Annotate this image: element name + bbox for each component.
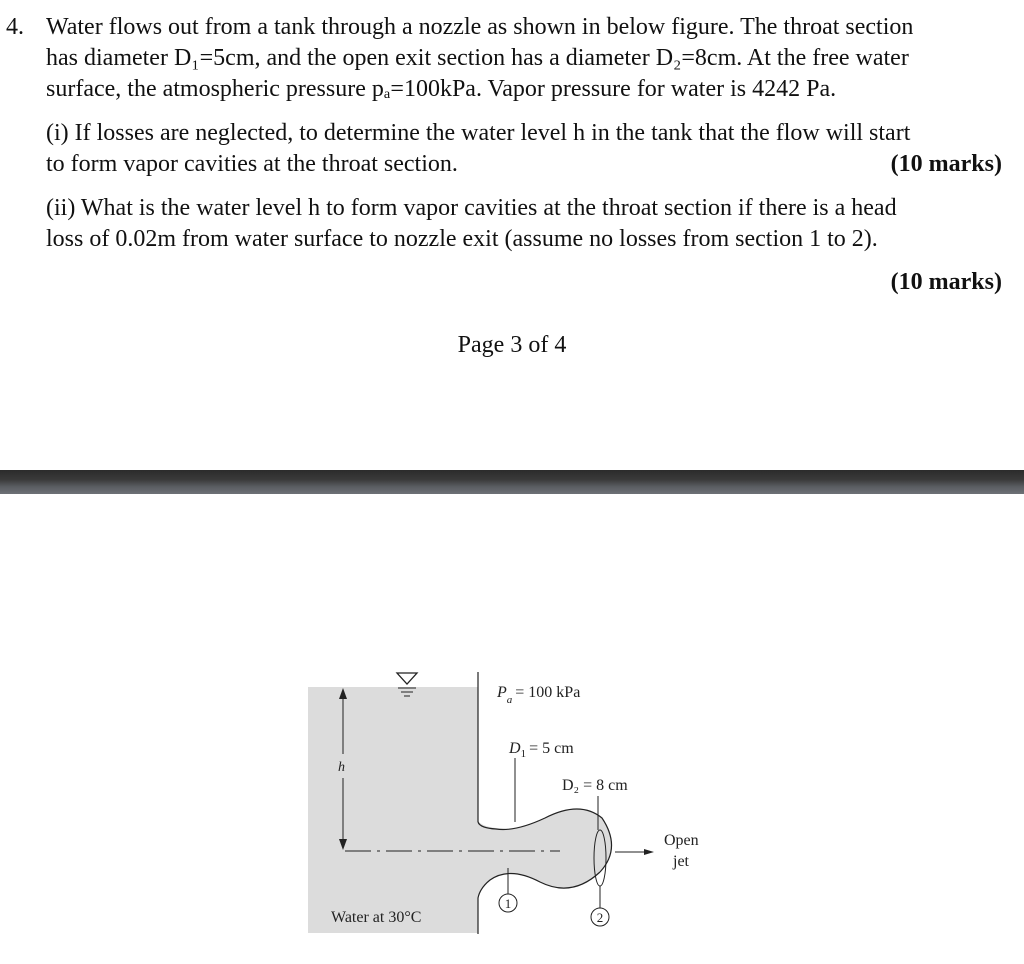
question-number: 4. [6,14,24,40]
part-ii-marks: (10 marks) [890,269,1002,295]
water-label: Water at 30°C [331,909,422,926]
free-surface-icon [397,673,417,684]
jet-arrow-head-icon [644,849,654,855]
document-page [0,0,1024,470]
h-label: h [338,760,345,775]
d2-label: D₂ = 8 cm [562,777,628,794]
open-jet-label-2: jet [673,853,689,870]
pa-label: $P_a = 100$ kPa [497,684,581,706]
part-ii-line-2: loss of 0.02m from water surface to nozzle exit (assume no losses from section 1 to 2). [46,226,878,252]
part-i-line-1: (i) If losses are neglected, to determine the water level h in the tank that the flow will start [46,120,911,146]
part-i-line-2: to form vapor cavities at the throat section. [46,151,458,177]
page-divider [0,470,1024,494]
part-i-marks: (10 marks) [890,151,1002,177]
d1-label: $D_1 = 5$ cm [509,740,574,760]
question-text-line-2: has diameter D₁=5cm, and the open exit section has a diameter D₂=8cm. At the free water [46,45,909,71]
nozzle-figure [0,494,1024,959]
open-jet-label-1: Open [664,832,699,849]
question-text-line-1: Water flows out from a tank through a nozzle as shown in below figure. The throat section [46,14,914,40]
section-2-label: 2 [596,910,604,925]
page-number: Page 3 of 4 [457,332,567,358]
figure-area [0,494,1024,959]
section-1-label: 1 [504,896,512,911]
question-text-line-3: surface, the atmospheric pressure pₐ=100kPa. Vapor pressure for water is 4242 Pa. [46,76,837,102]
part-ii-line-1: (ii) What is the water level h to form vapor cavities at the throat section if there is a head [46,195,897,221]
